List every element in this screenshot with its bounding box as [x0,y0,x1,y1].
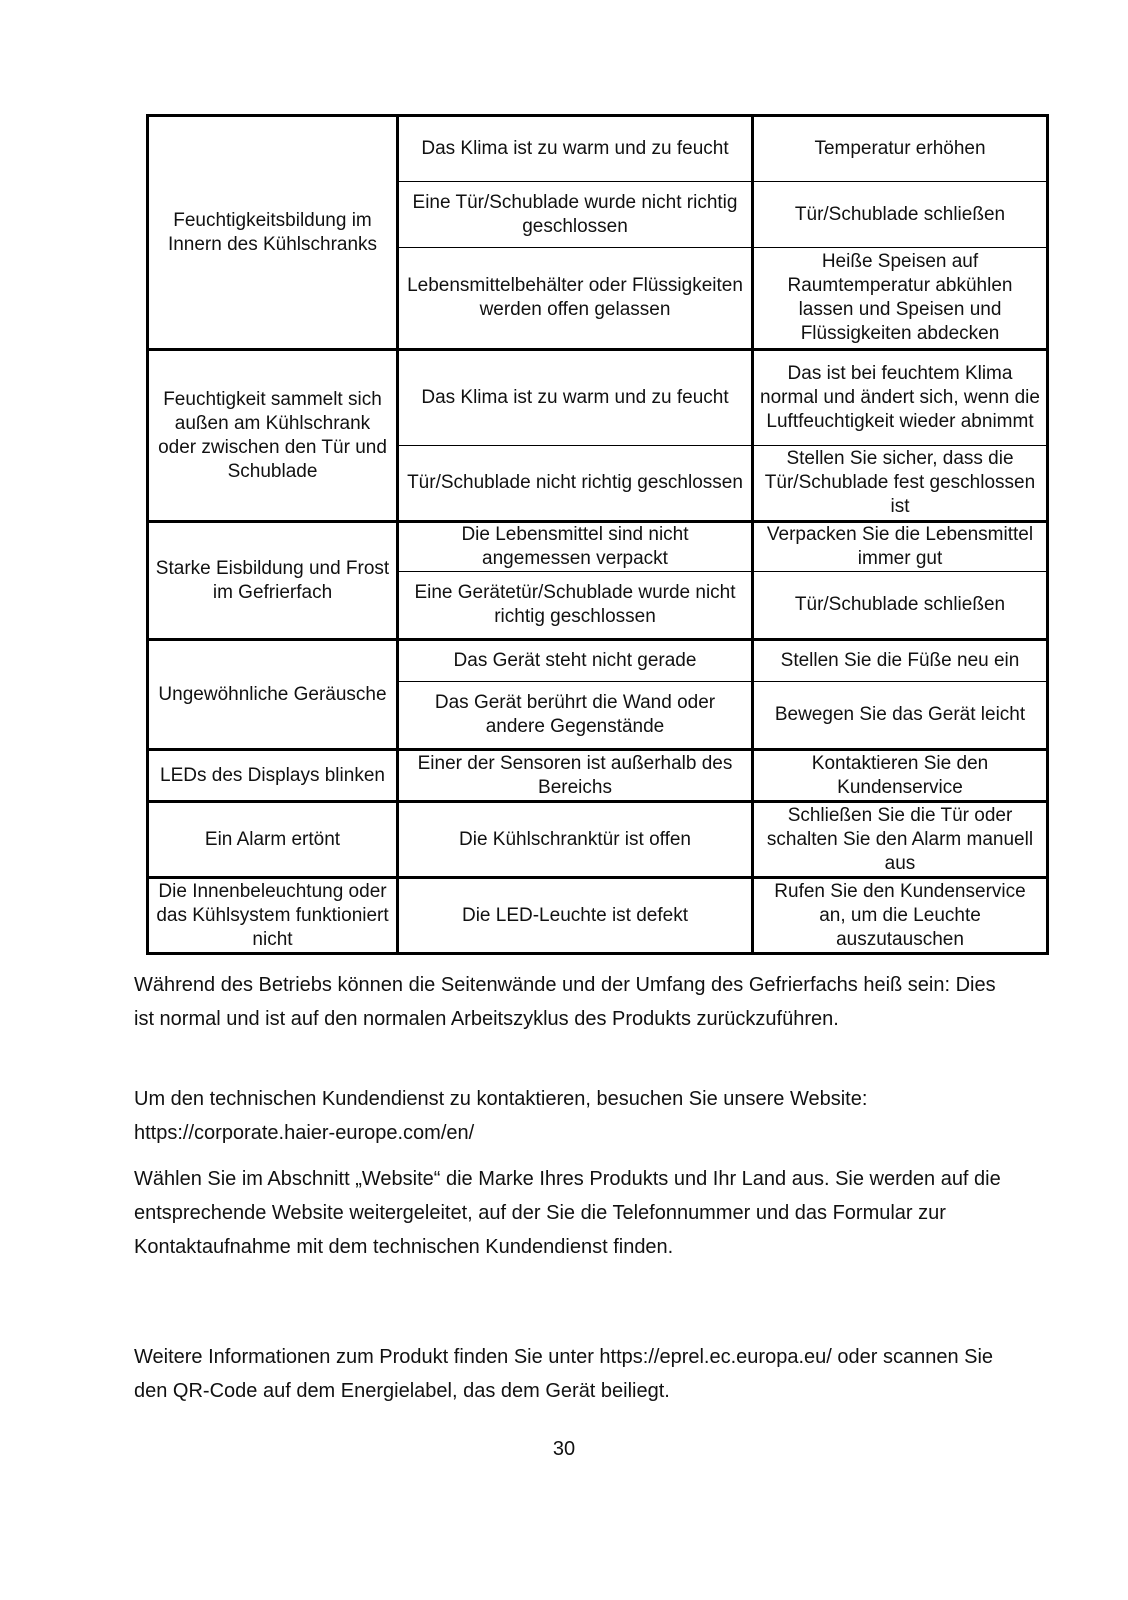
cause-cell: Eine Gerätetür/Schublade wurde nicht richtig geschlossen [398,572,753,640]
solution-cell: Stellen Sie die Füße neu ein [753,640,1048,682]
solution-cell: Das ist bei feuchtem Klima normal und ändert sich, wenn die Luftfeuchtigkeit wieder abnimmt [753,350,1048,446]
cause-cell: Die Kühlschranktür ist offen [398,802,753,878]
problem-cell: Ungewöhnliche Geräusche [148,640,398,750]
cause-cell: Eine Tür/Schublade wurde nicht richtig geschlossen [398,182,753,248]
table-row [148,802,1048,878]
troubleshooting-table [146,114,1049,955]
solution-cell: Heiße Speisen auf Raumtemperatur abkühlen lassen und Speisen und Flüssigkeiten abdecken [753,248,1048,350]
cause-cell: Das Gerät steht nicht gerade [398,640,753,682]
cause-cell: Tür/Schublade nicht richtig geschlossen [398,446,753,522]
troubleshooting-table-container [146,114,1046,955]
page-number: 30 [552,1438,576,1460]
cause-cell: Das Klima ist zu warm und zu feucht [398,116,753,182]
cause-cell: Lebensmittelbehälter oder Flüssigkeiten werden offen gelassen [398,248,753,350]
table-row [148,350,1048,446]
solution-cell: Kontaktieren Sie den Kundenservice [753,750,1048,802]
cause-cell: Die LED-Leuchte ist defekt [398,878,753,954]
solution-cell: Rufen Sie den Kundenservice an, um die Leuchte auszutauschen [753,878,1048,954]
cause-cell: Das Gerät berührt die Wand oder andere Gegenstände [398,682,753,750]
table-row [148,116,1048,182]
table-row [148,640,1048,682]
table-row [148,750,1048,802]
problem-cell: Ein Alarm ertönt [148,802,398,878]
problem-cell: Feuchtigkeitsbildung im Innern des Kühlschranks [148,116,398,350]
solution-cell: Bewegen Sie das Gerät leicht [753,682,1048,750]
website-paragraph: Wählen Sie im Abschnitt „Website“ die Marke Ihres Produkts und Ihr Land aus. Sie werden auf die entsprechende Website weitergeleitet, auf der Sie die Telefonnummer und das Formular zur Kontaktaufnahme mit dem technischen Kundendienst finden. [134,1168,1001,1258]
operation-paragraph: Während des Betriebs können die Seitenwände und der Umfang des Gefrierfachs heiß sein: Dies ist normal und ist auf den normalen Arbeitszyklus des Produkts zurückzuführen. [134,974,996,1030]
problem-cell: Feuchtigkeit sammelt sich außen am Kühlschrank oder zwischen den Tür und Schublade [148,350,398,522]
solution-cell: Tür/Schublade schließen [753,572,1048,640]
problem-cell: Starke Eisbildung und Frost im Gefrierfach [148,522,398,640]
solution-cell: Stellen Sie sicher, dass die Tür/Schublade fest geschlossen ist [753,446,1048,522]
solution-cell: Schließen Sie die Tür oder schalten Sie den Alarm manuell aus [753,802,1048,878]
cause-cell: Die Lebensmittel sind nicht angemessen verpackt [398,522,753,572]
solution-cell: Temperatur erhöhen [753,116,1048,182]
table-row [148,522,1048,572]
cause-cell: Das Klima ist zu warm und zu feucht [398,350,753,446]
solution-cell: Verpacken Sie die Lebensmittel immer gut [753,522,1048,572]
cause-cell: Einer der Sensoren ist außerhalb des Bereichs [398,750,753,802]
problem-cell: Die Innenbeleuchtung oder das Kühlsystem funktioniert nicht [148,878,398,954]
solution-cell: Tür/Schublade schließen [753,182,1048,248]
problem-cell: LEDs des Displays blinken [148,750,398,802]
contact-paragraph: Um den technischen Kundendienst zu kontaktieren, besuchen Sie unsere Website: https://corporate.haier-europe.com/en/ [134,1088,868,1144]
table-row [148,878,1048,954]
eprel-paragraph: Weitere Informationen zum Produkt finden Sie unter https://eprel.ec.europa.eu/ oder scannen Sie den QR-Code auf dem Energielabel, das dem Gerät beiliegt. [134,1346,994,1402]
